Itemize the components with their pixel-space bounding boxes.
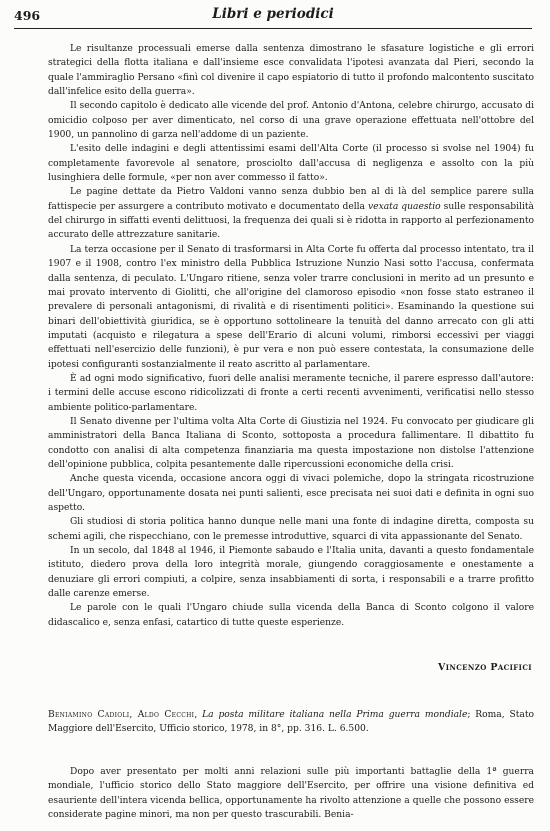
bibliographic-citation: Beniamino Cadioli, Aldo Cecchi, La posta militare italiana nella Prima guerra mondiale; Roma, Stato Maggiore dell'Esercito, Ufficio storico, 1978, in 8°, pp. 316. L. 6.500. <box>48 710 534 735</box>
paragraph: Le risultanze processuali emerse dalla sentenza dimostrano le sfasature logistiche e gli errori strategici della flotta italiana e dall'insieme esce convalidata l'ipotesi avanzata dal Pieri, secondo la quale l'ammiraglio Persano «finì col divenire il capo espiatorio di tutto il profondo malcontento suscitato dall'infelice esito della guerra». <box>48 44 534 98</box>
paragraph: È ad ogni modo significativo, fuori delle analisi meramente tecniche, il parere espresso dall'autore: i termini delle accuse escono ridicolizzati di fronte a certi recenti avvenimenti, verificatisi nello stesso ambiente politico-parlamentare. <box>48 373 534 413</box>
latin-phrase: vexata quaestio <box>368 201 441 212</box>
paragraph: In un secolo, dal 1848 al 1946, il Piemonte sabaudo e l'Italia unita, davanti a questo fondamentale istituto, diedero prova della loro integrità morale, giungendo coraggiosamente e onestamente a denuziare gli errori compiuti, a colpire, senza insabbiamenti di sorta, i responsabili e a trarre profitto dalle carenze emerse. <box>48 546 534 600</box>
paragraph: Anche questa vicenda, occasione ancora oggi di vivaci polemiche, dopo la stringata ricostruzione dell'Ungaro, opportunamente dosata nei punti salienti, esce precisata nei suoi dati e definita in ogni suo aspetto. <box>48 474 534 513</box>
running-title: Libri e periodici <box>212 6 334 22</box>
paragraph: Il Senato divenne per l'ultima volta Alta Corte di Giustizia nel 1924. Fu convocato per giudicare gli amministratori della Banca Italiana di Sconto, sottoposta a procedura fallimentare. Il dibattito fu condotto con analisi di alta competenza finanziaria ma questa impostazione non distolse l'attenzione dell'opinione pubblica, colpita pesantemente dalle ripercussioni economiche della crisi. <box>48 416 534 470</box>
paragraph-text: sulle responsabilità del chirurgo in siffatti eventi delittuosi, la frequenza dei quali si è ridotta in rapporto al perfezionamento accurato delle attrezzature sanitarie. <box>48 201 534 241</box>
citation-title: La posta militare italiana nella Prima guerra mondiale <box>202 710 468 720</box>
paragraph: Gli studiosi di storia politica hanno dunque nelle mani una fonte di indagine diretta, composta su schemi agili, che rispecchiano, con le premesse introduttive, squarci di vita appassionante del Senato. <box>48 517 534 542</box>
paragraph: Le parole con le quali l'Ungaro chiude sulla vicenda della Banca di Sconto colgono il valore didascalico e, senza enfasi, catartico di tutte queste esperienze. <box>48 603 534 628</box>
new-review <box>48 765 534 822</box>
review-continuation <box>48 42 534 630</box>
paragraph: La terza occasione per il Senato di trasformarsi in Alta Corte fu offerta dal processo intentato, tra il 1907 e il 1908, contro l'ex ministro della Pubblica Istruzione Nunzio Nasi sotto l'accusa, confermata dalla sentenza, di peculato. L'Ungaro ritiene, senza voler trarre conclusioni in merito ad un presunto e mai provato intervento di Giolitti, che all'origine del clamoroso episodio «non fosse stato estraneo il prevalere di personali antagonismi, di rivalità e di risentimenti politici». Esaminando la questione sui binari dell'obiettività giuridica, se è opportuno sottolineare la tenuità del danno arrecato con gli atti imputati (acquisto e rilegatura a spese dell'Erario di alcuni volumi, rimborsi eccessivi per viaggi effettuati nell'esercizio delle funzioni), è pur vera e non può essere contestata, la consumazione delle ipotesi configuranti sostanzialmente il reato ascritto al parlamentare. <box>48 244 534 370</box>
paragraph: L'esito delle indagini e degli attentissimi esami dell'Alta Corte (il processo si svolse nel 1904) fu completamente favorevole al senatore, prosciolto dall'accusa di negligenza e assolto con la più lusinghiera delle formule, «per non aver commesso il fatto». <box>48 144 534 184</box>
header-rule <box>14 28 532 29</box>
paragraph: Il secondo capitolo è dedicato alle vicende del prof. Antonio d'Antona, celebre chirurgo, accusato di omicidio colposo per aver dimenticato, nel corso di una grave operazione effettuata nell'ottobre del 1900, un pannolino di garza nell'addome di un paziente. <box>48 101 534 141</box>
paragraph-text: Le pagine dettate da Pietro Valdoni vanno senza dubbio ben al di là del semplice parere sulla fattispecie per assurgere a contributo motivato e documentato della <box>48 187 534 212</box>
reviewer-signature: Vincenzo Pacifici <box>438 662 532 673</box>
citation-authors: Beniamino Cadioli, Aldo Cecchi <box>48 710 195 720</box>
paragraph <box>48 185 534 242</box>
citation-details: ; Roma, Stato Maggiore dell'Esercito, Ufficio storico, 1978, in 8°, pp. 316. L. 6.500. <box>48 710 534 735</box>
page-header <box>14 6 532 28</box>
page-number: 496 <box>14 8 41 23</box>
paragraph: Dopo aver presentato per molti anni relazioni sulle più importanti battaglie della 1ª guerra mondiale, l'ufficio storico dello Stato maggiore dell'Esercito, per offrire una visione definitiva ed esauriente dell'intera vicenda bellica, opportunamente ha rivolto attenzione a quelle che possono essere considerate pagine minori, ma non per questo trascurabili. Benia- <box>48 767 534 821</box>
